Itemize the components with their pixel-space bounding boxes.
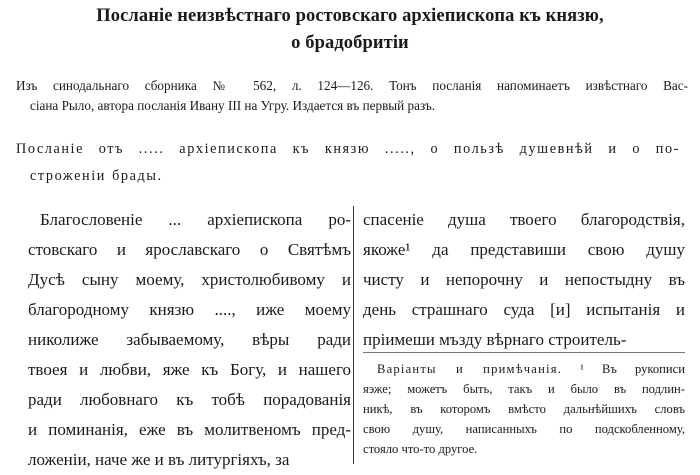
left-column-line: ложеніи, наче же и въ литургіяхъ, за xyxy=(28,450,290,469)
document-title-line-1: Посланіе неизвѣстнаго ростовскаго архіепископа къ князю, xyxy=(96,6,604,26)
epistle-heading-line-2: строженіи брады. xyxy=(30,168,163,184)
footnote-line-2: яэже; можетъ быть, такъ и было въ подлин- xyxy=(363,382,685,396)
right-column-line: чисту и непорочну и непостыдну въ xyxy=(363,270,685,289)
intro-note-line-1: Изъ синодальнаго сборника № 562, л. 124—126. Тонъ посланія напоминаетъ извѣстнаго Вас- xyxy=(16,78,688,93)
footnote-label: Варіанты и примѣчанія. xyxy=(377,362,563,376)
footnote-line-5: стояло что-то другое. xyxy=(363,442,478,456)
footnote-line-3: никѣ, въ которомъ вмѣсто дальнѣйшихъ словъ xyxy=(363,402,685,416)
footnote-line-1 xyxy=(363,359,685,379)
right-column-line: пріимеши мъзду вѣрнаго строитель- xyxy=(363,330,627,349)
left-text-column xyxy=(28,205,351,475)
document-title-line-2: о брадобритіи xyxy=(291,33,409,53)
left-column-line: стовскаго и ярославскаго о Святѣмъ xyxy=(28,240,351,259)
left-column-line: Благословеніе ... архіепископа ро- xyxy=(40,210,351,229)
left-column-line: Дусѣ сыну моему, христолюбивому и xyxy=(28,270,351,289)
footnote-separator xyxy=(363,352,685,353)
footnote-block xyxy=(363,359,685,459)
right-column-line: якоже¹ да представиши свою душу xyxy=(363,240,685,259)
epistle-heading-line-1: Посланіе отъ ..... архіепископа къ князю ....., о пользѣ душевнѣй и о по- xyxy=(16,141,680,157)
left-column-line: и поминанія, еже въ молитвеномъ пред- xyxy=(28,420,351,439)
left-column-line: ради любовнаго къ тобѣ порадованія xyxy=(28,390,351,409)
left-column-line: благородному князю ...., иже моему xyxy=(28,300,351,319)
footnote-line-1-text: ¹ Въ рукописи xyxy=(580,362,685,376)
column-divider xyxy=(353,206,354,464)
right-text-column xyxy=(363,205,685,355)
intro-note-line-2: сіана Рыло, автора посланія Ивану III на Угру. Издается въ первый разъ. xyxy=(30,98,436,113)
right-column-line: спасеніе душа твоего благородствія, xyxy=(363,210,685,229)
right-column-line: день страшнаго суда [и] испытанія и xyxy=(363,300,685,319)
left-column-line: твоея и любви, яже къ Богу, и нашего xyxy=(28,360,351,379)
footnote-line-4: свою душу, написанныхъ по подскобленному, xyxy=(363,422,685,436)
left-column-line: николиже забываемому, вѣры ради xyxy=(28,330,351,349)
